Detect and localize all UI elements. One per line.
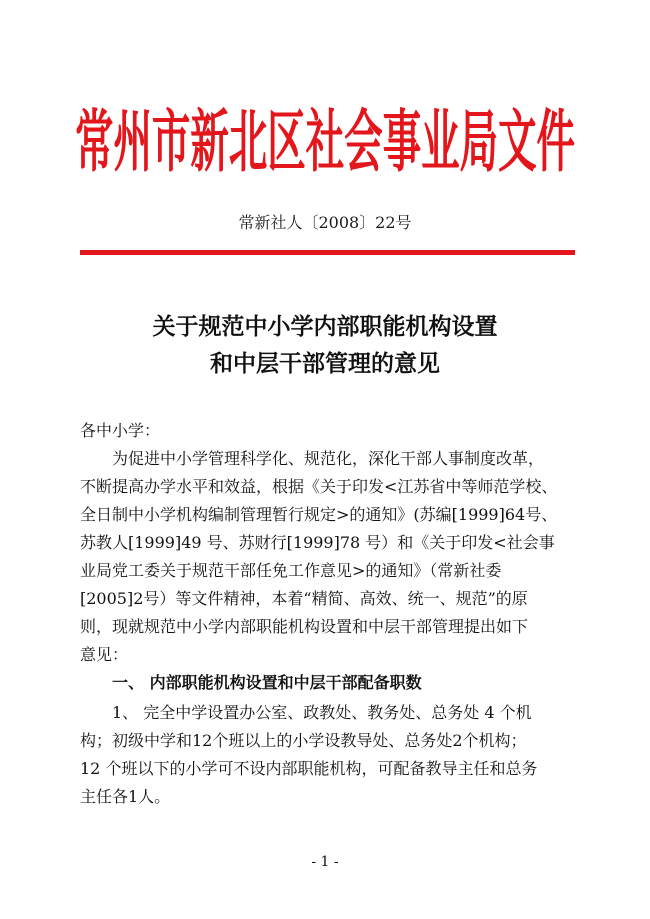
paragraph-line: 主任各1人。 (80, 787, 171, 806)
salutation: 各中小学： (80, 421, 161, 440)
paragraph-line: 为促进中小学管理科学化、规范化，深化干部人事制度改革， (112, 449, 545, 468)
paragraph-line: 苏教人[1999]49 号、苏财行[1999]78 号）和《关于印发<社会事 (80, 533, 555, 552)
paragraph-line: [2005]2号）等文件精神，本着“精简、高效、统一、规范”的原 (80, 589, 528, 608)
title-line-2: 和中层干部管理的意见 (210, 350, 440, 377)
page-number: - 1 - (311, 854, 339, 870)
document-number: 常新社人〔2008〕22号 (238, 213, 412, 232)
document-title (0, 308, 650, 382)
section-heading: 一、 内部职能机构设置和中层干部配备职数 (112, 673, 422, 692)
red-divider-line (80, 250, 575, 255)
paragraph-line: 业局党工委关于规范干部任免工作意见>的通知》（常新社委 (80, 561, 502, 580)
title-line-1: 关于规范中小学内部职能机构设置 (152, 313, 498, 340)
paragraph-line: 意见： (80, 645, 129, 664)
letterhead-title: 常州市新北区社会事业局文件 (75, 102, 575, 182)
paragraph-line: 不断提高办学水平和效益，根据《关于印发<江苏省中等师范学校、 (80, 477, 558, 496)
paragraph-line: 12 个班以下的小学可不设内部职能机构，可配备教导主任和总务 (80, 759, 538, 778)
document-body (80, 420, 575, 820)
paragraph-line: 构；初级中学和12个班以上的小学设教导处、总务处2个机构； (80, 731, 527, 750)
paragraph-line: 1、 完全中学设置办公室、政教处、教务处、总务处 4 个机 (112, 703, 532, 722)
paragraph-line: 则，现就规范中小学内部职能机构设置和中层干部管理提出如下 (80, 617, 529, 636)
paragraph-line: 全日制中小学机构编制管理暂行规定>的通知》(苏编[1999]64号、 (80, 505, 558, 524)
